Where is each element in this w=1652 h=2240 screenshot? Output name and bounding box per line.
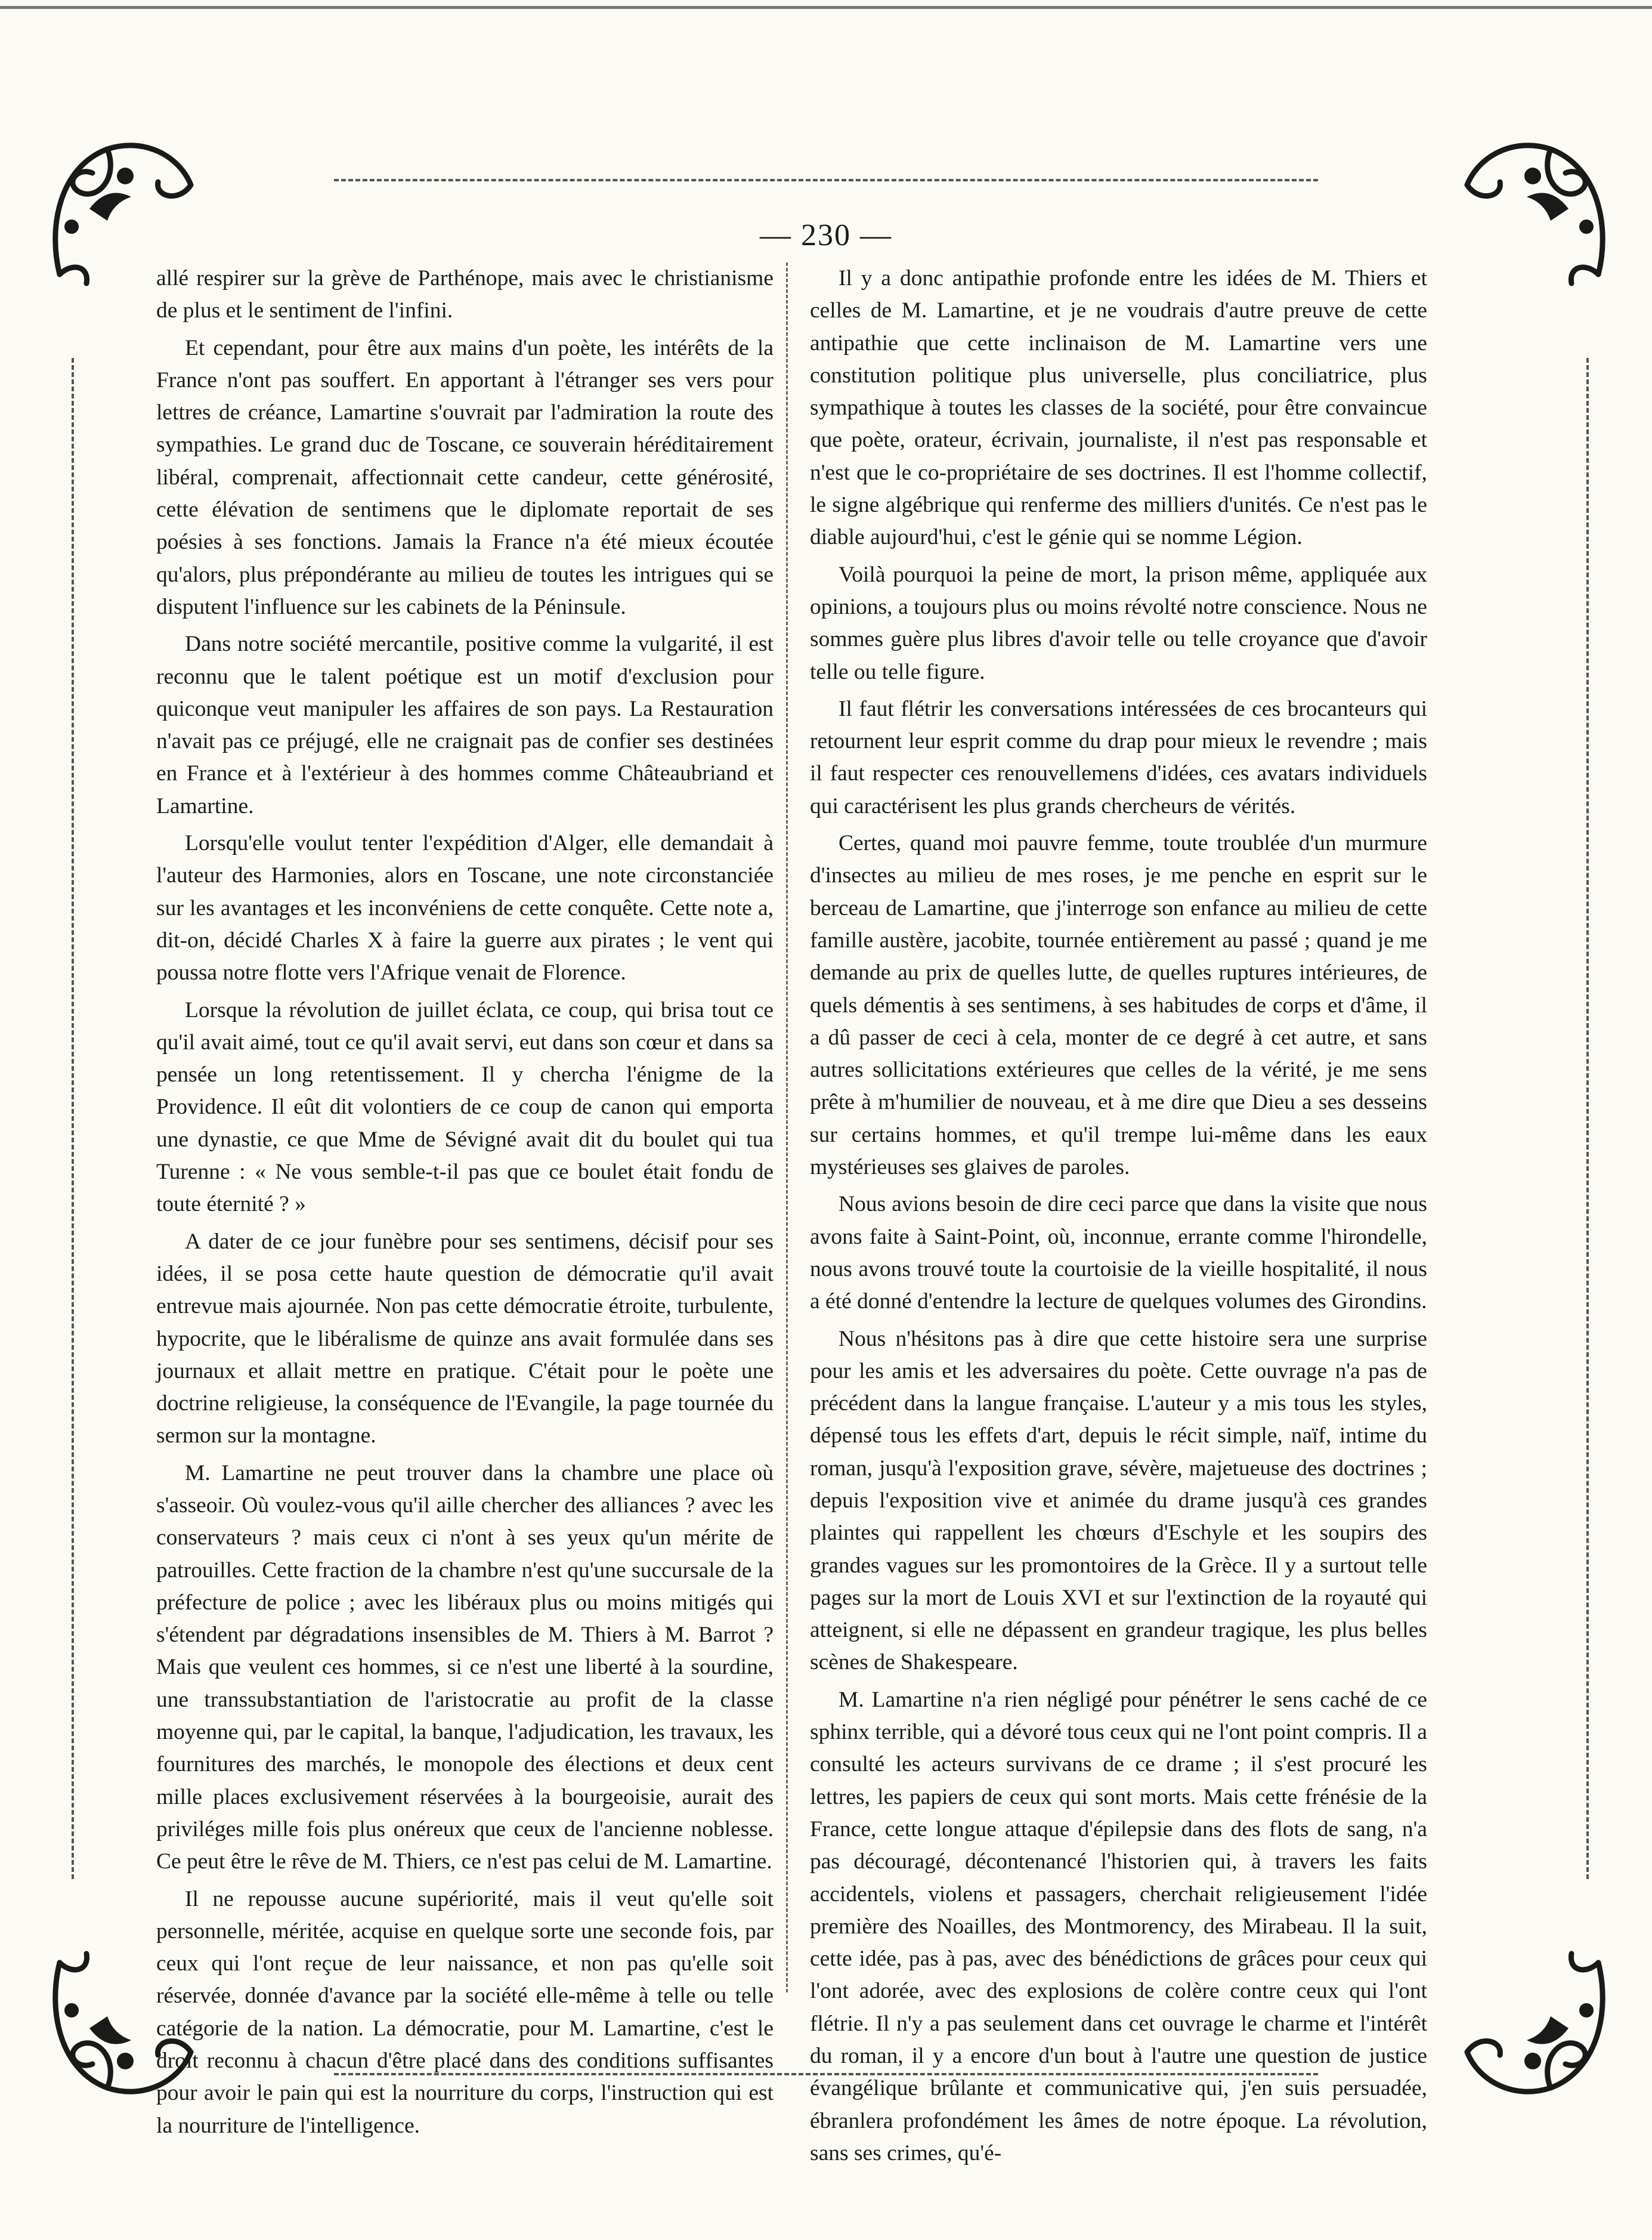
ornament-corner-top-right-icon	[1443, 119, 1622, 298]
page-top-edge	[0, 6, 1652, 9]
paragraph: allé respirer sur la grève de Parthénope, mais avec le christianisme de plus et le sentiment de l'infini.	[156, 266, 774, 323]
paragraph: A dater de ce jour funèbre pour ses sentimens, décisif pour ses idées, il se posa cette haute question de démocratie qu'il avait entrevue mais ajournée. Non pas cette démocratie étroite, turbulente, hypocrite, que le libéralisme de quinze ans avait formulée dans ses journaux et allait mettre en pratique. C'était pour le poète une doctrine religieuse, la conséquence de l'Evangile, la page tournée du sermon sur la montagne.	[156, 1229, 774, 1448]
page-number: — 230 —	[760, 218, 892, 252]
frame-rule-top	[334, 179, 1318, 181]
frame-rule-right	[1586, 358, 1589, 1879]
paragraph: Lorsqu'elle voulut tenter l'expédition d'Alger, elle demandait à l'auteur des Harmonies, alors en Toscane, une note circonstanciée sur les avantages et les inconvéniens de cette conquête. Cette note a, dit-on, décidé Charles X à faire la guerre aux pirates ; le vent qui poussa notre flotte vers l'Afrique venait de Florence.	[156, 831, 774, 985]
paragraph: Nous n'hésitons pas à dire que cette histoire sera une surprise pour les amis et les adversaires du poète. Cette ouvrage n'a pas de précédent dans la langue française. L'auteur y a mis tous les styles, dépensé tous les effets d'art, depuis le récit simple, naïf, intime du roman, jusqu'à l'exposition grave, sévère, majetueuse des doctrines ; depuis l'exposition vive et animée du drame jusqu'à ces grandes plaintes qui rappellent les chœurs d'Eschyle et les soupirs des grandes vagues sur les promontoires de la Grèce. Il y a surtout telle pages sur la mort de Louis XVI et sur l'extinction de la royauté qui atteignent, si elle ne dépassent en grandeur tragique, les plus belles scènes de Shakespeare.	[810, 1326, 1427, 1675]
paragraph: M. Lamartine ne peut trouver dans la chambre une place où s'asseoir. Où voulez-vous qu'il aille chercher des alliances ? avec les conservateurs ? mais ceux ci n'ont à ses yeux qu'un mérite de patrouilles. Cette fraction de la chambre n'est qu'une succursale de la préfecture de police ; avec les libéraux plus ou moins mitigés qui s'étendent par dégradations insensibles de M. Thiers à M. Barrot ? Mais que veulent ces hommes, si ce n'est une liberté à la sourdine, une transsubstantiation de l'aristocratie au profit de la classe moyenne qui, par le capital, la banque, l'adjudication, les travaux, les fournitures des marchés, le monopole des élections et deux cent mille places exclusivement réservées à la bourgeoisie, aurait des priviléges mille fois plus onéreux que ceux de l'ancienne noblesse. Ce peut être le rêve de M. Thiers, ce n'est pas celui de M. Lamartine.	[156, 1460, 774, 1874]
text-column-right	[810, 262, 1427, 2174]
column-divider	[786, 262, 788, 1992]
paragraph: Dans notre société mercantile, positive comme la vulgarité, il est reconnu que le talent poétique est un motif d'exclusion pour quiconque veut manipuler les affaires de son pays. La Restauration n'avait pas ce préjugé, elle ne craignait pas de confier ses destinées en France et à l'extérieur à des hommes comme Châteaubriand et Lamartine.	[156, 632, 774, 818]
paragraph: Voilà pourquoi la peine de mort, la prison même, appliquée aux opinions, a toujours plus ou moins révolté notre conscience. Nous ne sommes guère plus libres d'avoir telle ou telle croyance que d'avoir telle ou telle figure.	[810, 562, 1427, 684]
paragraph: Il ne repousse aucune supériorité, mais il veut qu'elle soit personnelle, méritée, acquise en quelque sorte une seconde fois, par ceux qui l'ont reçue de leur naissance, et non pas qu'elle soit réservée, donnée d'avance par la société elle-même à telle ou telle catégorie de la nation. La démocratie, pour M. Lamartine, c'est le droit reconnu à chacun d'être placé dans des conditions suffisantes pour avoir le pain qui est la nourriture du corps, l'instruction qui est la nourriture de l'intelligence.	[156, 1886, 774, 2138]
paragraph: Il faut flétrir les conversations intéressées de ces brocanteurs qui retournent leur esprit comme du drap pour mieux le revendre ; mais il faut respecter ces renouvellemens d'idées, ces avatars individuels qui caractérisent les plus grands chercheurs de vérités.	[810, 696, 1427, 818]
paragraph: Il y a donc antipathie profonde entre les idées de M. Thiers et celles de M. Lamartine, et je ne voudrais d'autre preuve de cette antipathie que cette inclinaison de M. Lamartine vers une constitution politique plus universelle, plus conciliatrice, plus sympathique à toutes les classes de la société, pour être convaincue que poète, orateur, écrivain, journaliste, il n'est pas responsable et n'est que le co-propriétaire de ses doctrines. Il est l'homme collectif, le signe algébrique qui renferme des milliers d'unités. Ce n'est pas le diable aujourd'hui, c'est le génie qui se nomme Légion.	[810, 266, 1427, 550]
frame-rule-left	[72, 358, 74, 1879]
paragraph: Et cependant, pour être aux mains d'un poète, les intérêts de la France n'ont pas souffert. En apportant à l'étranger ses vers pour lettres de créance, Lamartine s'ouvrait par l'admiration la route des sympathies. Le grand duc de Toscane, ce souverain héréditairement libéral, comprenait, affectionnait cette candeur, cette générosité, cette élévation de sentimens que le diplomate reportait de ses poésies à ses fonctions. Jamais la France n'a été mieux écoutée qu'alors, plus prépondérante au milieu de toutes les intrigues qui se disputent l'influence sur les cabinets de la Péninsule.	[156, 335, 774, 619]
paragraph: Certes, quand moi pauvre femme, toute troublée d'un murmure d'insectes au milieu de mes roses, je me penche en esprit sur le berceau de Lamartine, que j'interroge son enfance au milieu de cette famille austère, jacobite, tournée entièrement au passé ; quand je me demande au prix de quelles lutte, de quelles ruptures intérieures, de quels démentis à ses sentimens, à ses habitudes de corps et d'âme, il a dû passer de ceci à cela, monter de ce degré à cet autre, et sans autres sollicitations extérieures que celles de la vérité, je me sens prête à m'humilier de nouveau, et à me dire que Dieu a ses desseins sur certains hommes, et qu'il trempe lui-même dans les eaux mystérieuses ses glaives de paroles.	[810, 831, 1427, 1180]
paragraph: Lorsque la révolution de juillet éclata, ce coup, qui brisa tout ce qu'il avait aimé, tout ce qu'il avait servi, eut dans son cœur et dans sa pensée un long retentissement. Il y chercha l'énigme de la Providence. Il eût dit volontiers de ce coup de canon qui emporta une dynastie, ce que Mme de Sévigné avait dit du boulet qui tua Turenne : « Ne vous semble-t-il pas que ce boulet était fondu de toute éternité ? »	[156, 997, 774, 1217]
paragraph: M. Lamartine n'a rien négligé pour pénétrer le sens caché de ce sphinx terrible, qui a dévoré tous ceux qui ne l'ont point compris. Il a consulté les acteurs survivans de ce drame ; il s'est procuré les lettres, les papiers de ceux qui sont morts. Mais cette frénésie de la France, cette longue attaque d'épilepsie dans des flots de sang, n'a pas découragé, décontenancé l'historien qui, à travers les faits accidentels, violens et passagers, cherchait religieusement l'idée première des Noailles, des Montmorency, des Mirabeau. Il la suit, cette idée, pas à pas, avec des bénédictions de grâces pour ceux qui l'ont adorée, avec des explosions de colère contre ceux qui l'ont flétrie. Il n'y a pas seulement dans cet ouvrage le charme et l'intérêt du roman, il y a encore d'un bout à l'autre une question de justice évangélique brûlante et communicative qui, j'en suis persuadée, ébranlera profondément les âmes de notre époque. La révolution, sans ses crimes, qu'é-	[810, 1687, 1427, 2165]
ornament-corner-bottom-right-icon	[1443, 1939, 1622, 2118]
text-column-left	[156, 262, 774, 2147]
paragraph: Nous avions besoin de dire ceci parce que dans la visite que nous avons faite à Saint-Point, où, inconnue, errante comme l'hirondelle, nous avons trouvé toute la courtoisie de la vieille hospitalité, il nous a été donné d'entendre la lecture de quelques volumes des Girondins.	[810, 1192, 1427, 1314]
